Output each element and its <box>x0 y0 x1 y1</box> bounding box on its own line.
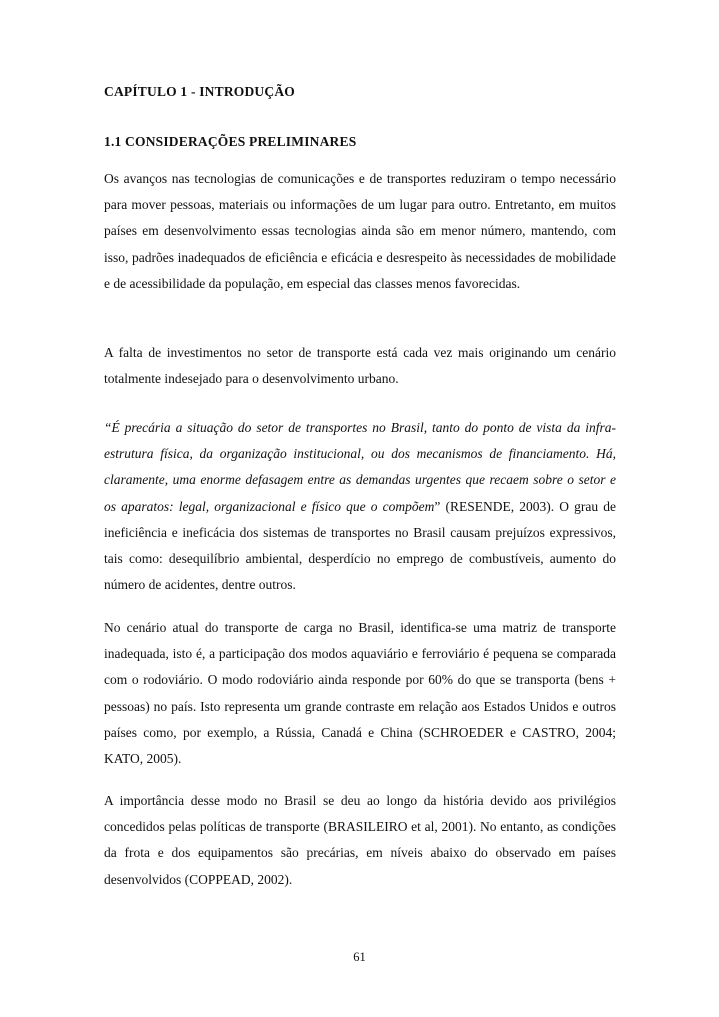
quotation-citation: ” (RESENDE, 2003). O grau de ineficiência e ineficácia dos sistemas de transportes no Brasil causam prejuízos expressivos, tais como: desequilíbrio ambiental, desperdício no emprego de combustíveis, aumento do número de acidentes, dentre outros. <box>104 498 617 593</box>
paragraph-5: A importância desse modo no Brasil se deu ao longo da história devido aos privilégios concedidos pelas políticas de transporte (BRASILEIRO et al, 2001). No entanto, as condições da frota e dos equipamentos são precárias, em níveis abaixo do observado em países desenvolvidos (COPPEAD, 2002). <box>104 793 616 887</box>
quotation: “É precária a situação do setor de transportes no Brasil, tanto do ponto de vista da infra-estrutura física, da organização institucional, ou dos mecanismos de financiamento. Há, claramente, uma enorme defasagem entre as demandas urgentes que recaem sobre o setor e os aparatos: legal, organizacional e físico que o compõem <box>104 420 616 514</box>
section-title: 1.1 CONSIDERAÇÕES PRELIMINARES <box>104 134 357 149</box>
page-number: 61 <box>353 950 366 964</box>
paragraph-1: Os avanços nas tecnologias de comunicações e de transportes reduziram o tempo necessário para mover pessoas, materiais ou informações de um lugar para outro. Entretanto, em muitos países em desenvolvimento essas tecnologias ainda são em menor número, mantendo, com isso, padrões inadequados de eficiência e eficácia e desrespeito às necessidades de mobilidade e de acessibilidade da população, em especial das classes menos favorecidas. <box>104 171 616 291</box>
paragraph-4: No cenário atual do transporte de carga no Brasil, identifica-se uma matriz de transporte inadequada, isto é, a participação dos modos aquaviário e ferroviário é pequena se comparada com o rodoviário. O modo rodoviário ainda responde por 60% do que se transporta (bens + pessoas) no país. Isto representa um grande contraste em relação aos Estados Unidos e outros países como, por exemplo, a Rússia, Canadá e China (SCHROEDER e CASTRO, 2004; KATO, 2005). <box>104 620 616 767</box>
chapter-title: CAPÍTULO 1 - INTRODUÇÃO <box>104 84 295 99</box>
paragraph-2: A falta de investimentos no setor de transporte está cada vez mais originando um cenário totalmente indesejado para o desenvolvimento urbano. <box>104 345 616 387</box>
paragraph-3 <box>104 415 616 598</box>
